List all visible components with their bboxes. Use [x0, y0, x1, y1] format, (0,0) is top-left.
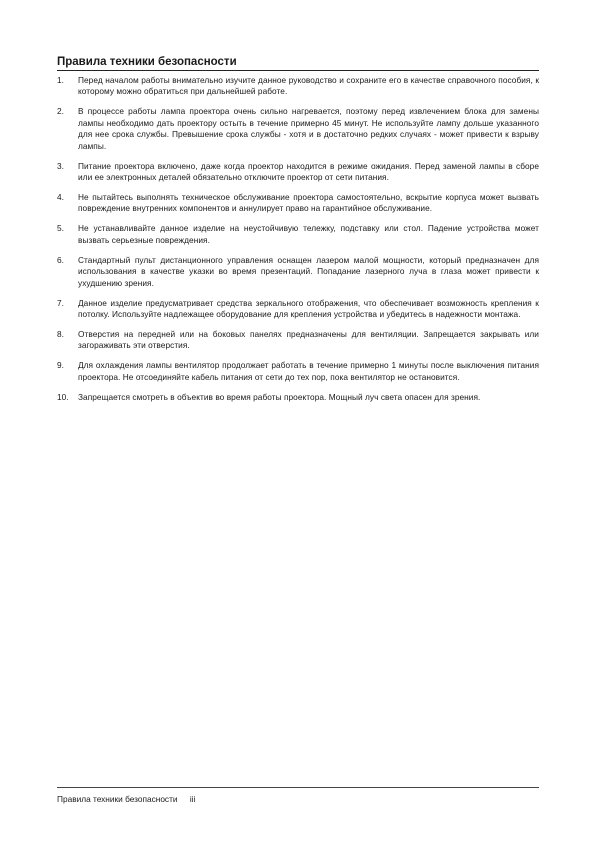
- item-number: 8.: [57, 329, 64, 340]
- list-item: [57, 223, 539, 246]
- item-text: Для охлаждения лампы вентилятор продолжает работать в течение примерно 1 минуты после выключения питания проектора. Не отсоединяйте кабель питания от сети до тех пор, пока вентилятор не остановится.: [78, 360, 539, 382]
- list-item: [57, 192, 539, 215]
- list-item: [57, 329, 539, 352]
- list-item: [57, 75, 539, 98]
- item-text: Запрещается смотреть в объектив во время работы проектора. Мощный луч света опасен для зрения.: [78, 391, 481, 402]
- item-number: 3.: [57, 160, 64, 171]
- item-number: 9.: [57, 360, 64, 371]
- item-number: 6.: [57, 254, 64, 265]
- item-text: Питание проектора включено, даже когда проектор находится в режиме ожидания. Перед заменой лампы в сборе или ее электронных деталей обязательно отключите проектор от сети питания.: [78, 160, 539, 183]
- item-text: Данное изделие предусматривает средства зеркального отображения, что обеспечивает возможность крепления к потолку. Используйте надлежащее оборудование для крепления устройства и убедитесь в надежности монтажа.: [78, 297, 539, 320]
- list-item: [57, 106, 539, 152]
- item-text: Не пытайтесь выполнять техническое обслуживание проектора самостоятельно, вскрытие корпуса может вызвать повреждение внутренних компонентов и аннулирует право на гарантийное обслуживание.: [78, 192, 539, 214]
- item-text: Стандартный пульт дистанционного управления оснащен лазером малой мощности, который предназначен для использования в качестве указки во время презентаций. Попадание лазерного луча в глаза может привести к ухудшению зрения.: [78, 254, 539, 288]
- list-item: [57, 161, 539, 184]
- item-text: Перед началом работы внимательно изучите данное руководство и сохраните его в качестве справочного пособия, к которому можно обратиться при дальнейшей работе.: [78, 75, 539, 97]
- item-number: 1.: [57, 75, 64, 85]
- footer-label: Правила техники безопасности: [57, 794, 178, 804]
- page-footer: [57, 794, 195, 805]
- item-number: 7.: [57, 297, 64, 308]
- safety-rules-list: [57, 75, 539, 412]
- item-text: Отверстия на передней или на боковых панелях предназначены для вентиляции. Запрещается закрывать или загораживать эти отверстия.: [78, 329, 539, 351]
- list-item: [57, 298, 539, 321]
- item-number: 2.: [57, 106, 64, 117]
- page-title: Правила техники безопасности: [57, 56, 237, 68]
- item-number: 10.: [57, 391, 69, 402]
- page-number: iii: [189, 794, 196, 804]
- item-text: В процессе работы лампа проектора очень сильно нагревается, поэтому перед извлечением блока для замены лампы необходимо дать проектору остыть в течение примерно 45 минут. Не используйте лампу дольше указанного для нее срока службы. Превышение срока службы - хотя и в достаточно редких случаях - может привести к взрыву лампы.: [78, 106, 539, 151]
- item-number: 4.: [57, 192, 64, 203]
- list-item: [57, 392, 539, 403]
- title-divider: [57, 70, 539, 71]
- item-text: Не устанавливайте данное изделие на неустойчивую тележку, подставку или стол. Падение устройства может вызвать серьезные повреждения.: [78, 223, 539, 245]
- item-number: 5.: [57, 223, 64, 234]
- list-item: [57, 255, 539, 289]
- list-item: [57, 360, 539, 383]
- footer-divider: [57, 787, 539, 788]
